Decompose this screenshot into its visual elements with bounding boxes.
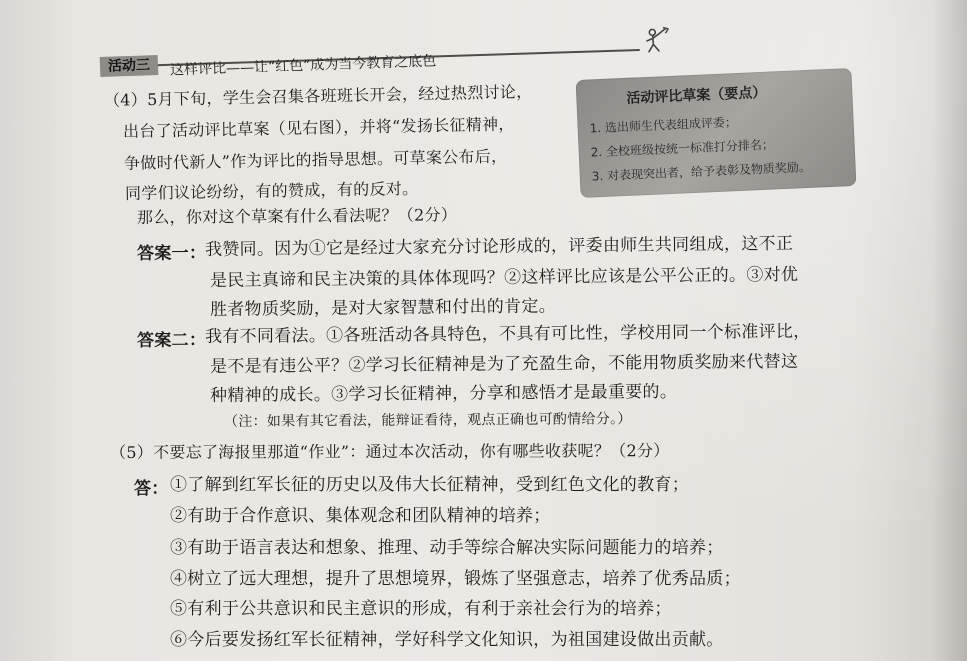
grading-note: （注：如果有其它看法，能辩证看待，观点正确也可酌情给分。） — [223, 411, 632, 430]
answer-5-line: ③有助于语言表达和想象、推理、动手等综合解决实际问题能力的培养； — [170, 538, 724, 558]
answer-5-line: ①了解到红军长征的历史以及伟大长征精神，受到红色文化的教育； — [170, 475, 689, 495]
evaluation-draft-item: 2. 全校班级按统一标准打分排名； — [590, 137, 775, 160]
evaluation-draft-item: 1. 选出师生代表组成评委； — [589, 115, 738, 136]
question-5: （5）不要忘了海报里那道“作业”：通过本次活动，你有哪些收获呢？（2分） — [109, 441, 670, 462]
answer-two-line: 我有不同看法。①各班活动各具特色，不具有可比性，学校用同一个标准评比， — [204, 321, 811, 347]
answer-5-line: ②有助于合作意识、集体观念和团队精神的培养； — [170, 506, 551, 526]
question-4-line: 争做时代新人”作为评比的指导思想。可草案公布后， — [123, 146, 508, 173]
answer-two-line: 是不是有违公平？②学习长征精神是为了充盈生命，不能用物质奖励来代替这 — [209, 351, 799, 377]
question-4-line: 出台了活动评比草案（见右图），并将“发扬长征精神， — [122, 114, 515, 141]
activity-tag: 活动三 — [100, 55, 159, 77]
page-edge-shadow — [931, 0, 967, 661]
answer-5-line: ④树立了远大理想，提升了思想境界，锻炼了坚强意志，培养了优秀品质； — [170, 569, 741, 589]
answer-5-line: ⑥今后要发扬红军长征精神，学好科学文化知识，为祖国建设做出贡献。 — [170, 630, 724, 650]
question-4-line: （4）5月下旬，学生会召集各班班长开会，经过热烈讨论， — [103, 82, 533, 110]
activity-banner — [100, 48, 640, 79]
answer-two-label: 答案二： — [136, 330, 207, 351]
answer-one-line: 胜者物质奖励，是对大家智慧和付出的肯定。 — [209, 296, 557, 320]
answer-label: 答： — [134, 479, 169, 499]
answer-one-label: 答案一： — [136, 243, 207, 264]
question-4-prompt: 那么，你对这个草案有什么看法呢？（2分） — [136, 205, 458, 227]
evaluation-draft-item: 3. 对表现突出者，给予表彰及物质奖励。 — [591, 159, 812, 184]
activity-title: 这样评比——让“红色”成为当今教育之底色 — [169, 53, 437, 79]
answer-one-line: 是民主真谛和民主决策的具体体现吗？②这样评比应该是公平公正的。③对优 — [209, 264, 799, 291]
evaluation-draft-title: 活动评比草案（要点） — [626, 84, 767, 107]
question-4-line: 同学们议论纷纷，有的赞成，有的反对。 — [124, 178, 419, 203]
answer-5-line: ⑤有利于公共意识和民主意识的形成，有利于亲社会行为的培养； — [170, 599, 672, 619]
answer-two-line: 种精神的成长。③学习长征精神，分享和感悟才是最重要的。 — [209, 381, 678, 406]
mascot-icon — [642, 25, 672, 55]
answer-one-line: 我赞同。因为①它是经过大家充分讨论形成的，评委由师生共同组成，这不正 — [204, 233, 794, 260]
evaluation-draft-box — [576, 68, 857, 198]
